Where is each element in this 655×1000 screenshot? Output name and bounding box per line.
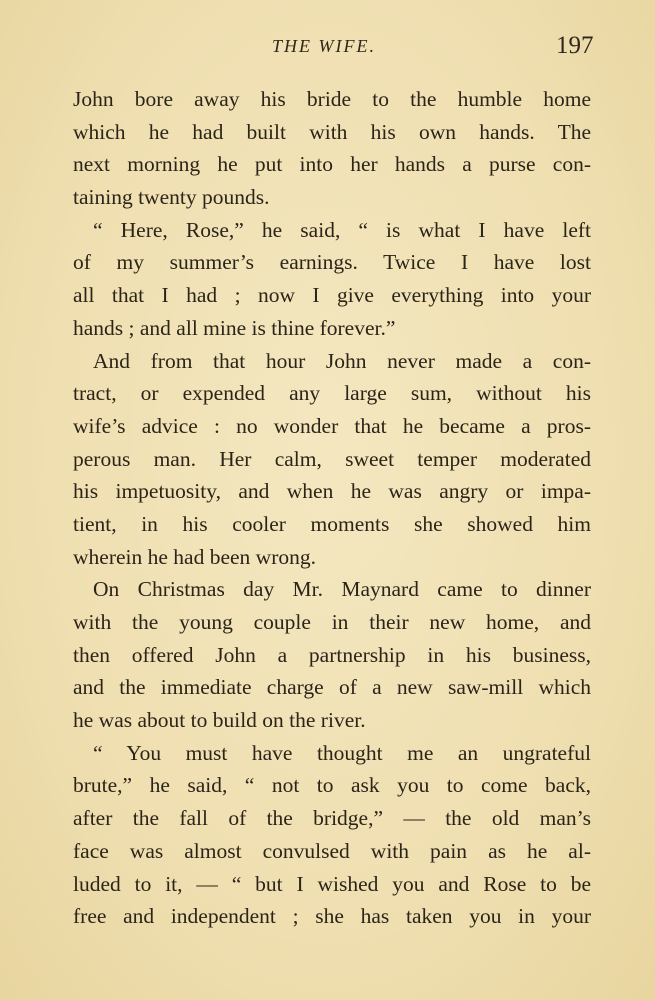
text-line: all that I had ; now I give everything into your xyxy=(73,283,591,308)
text-line: after the fall of the bridge,” — the old man’s xyxy=(73,806,591,831)
text-line: John bore away his bride to the humble home xyxy=(73,87,591,111)
text-line: free and independent ; she has taken you in your xyxy=(73,904,591,929)
text-line: then offered John a partnership in his business, xyxy=(73,642,591,667)
text-line: On Christmas day Mr. Maynard came to dinner xyxy=(93,577,591,602)
page-number: 197 xyxy=(556,32,594,59)
text-line: perous man. Her calm, sweet temper moderated xyxy=(73,446,591,471)
text-line: tient, in his cooler moments she showed him xyxy=(73,511,591,536)
text-line: of my summer’s earnings. Twice I have lost xyxy=(73,250,591,275)
text-line: wherein he had been wrong. xyxy=(73,544,316,569)
text-line: luded to it, — “ but I wished you and Rose to be xyxy=(73,871,591,896)
text-line: with the young couple in their new home, and xyxy=(73,610,591,634)
running-title: THE WIFE. xyxy=(272,36,376,56)
text-line: “ Here, Rose,” he said, “ is what I have left xyxy=(93,217,591,242)
text-line: And from that hour John never made a con- xyxy=(93,348,591,373)
text-line: taining twenty pounds. xyxy=(73,185,270,210)
text-line: and the immediate charge of a new saw-mill which xyxy=(73,675,591,700)
text-line: his impetuosity, and when he was angry or impa- xyxy=(73,479,591,504)
text-line: which he had built with his own hands. The xyxy=(73,119,591,144)
text-line: brute,” he said, “ not to ask you to come back, xyxy=(73,773,591,798)
page-header xyxy=(0,30,655,64)
text-line: he was about to build on the river. xyxy=(73,708,366,733)
text-line: “ You must have thought me an ungrateful xyxy=(93,740,591,765)
text-line: tract, or expended any large sum, without his xyxy=(73,381,591,406)
body-text xyxy=(73,83,591,933)
text-line: hands ; and all mine is thine forever.” xyxy=(73,315,396,340)
text-line: wife’s advice : no wonder that he became a pros- xyxy=(73,413,591,438)
text-line: face was almost convulsed with pain as he al- xyxy=(73,838,591,863)
text-line: next morning he put into her hands a purse con- xyxy=(73,152,591,177)
